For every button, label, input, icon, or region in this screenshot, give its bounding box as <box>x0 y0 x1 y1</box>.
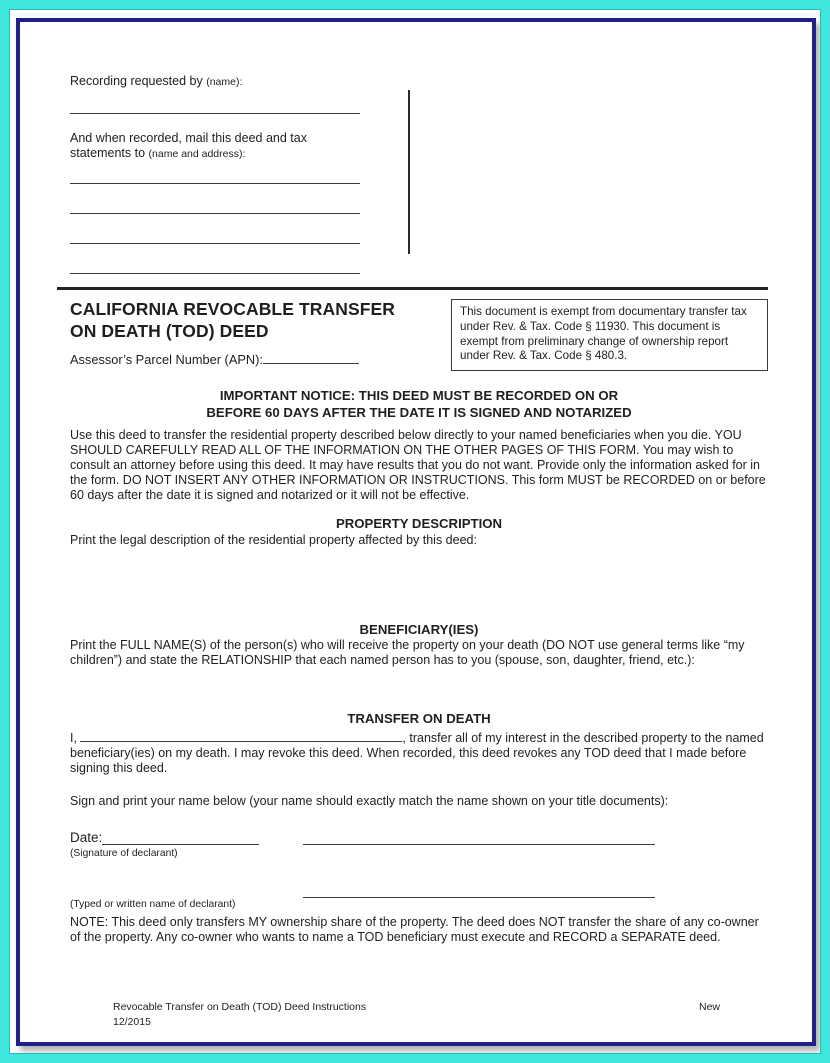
apn-field[interactable] <box>263 351 359 364</box>
date-label: Date: <box>70 829 103 845</box>
signature-block <box>70 821 768 910</box>
apn-row <box>70 351 450 367</box>
typed-name-caption: (Typed or written name of declarant) <box>70 898 236 910</box>
footer-left <box>113 1000 366 1030</box>
mail-to-field-1[interactable] <box>70 162 360 184</box>
page-title-line2: ON DEATH (TOD) DEED <box>70 320 269 341</box>
transfer-statement-pre: I, <box>70 730 81 745</box>
date-field[interactable] <box>102 829 259 845</box>
typed-name-row <box>70 874 768 910</box>
beneficiary-instruction: Print the FULL NAME(S) of the person(s) who will receive the property on your death (DO NOT use general terms like “my children”) and state the RELATIONSHIP that each named person has to you (spouse, son, daughter, friend, etc.): <box>70 638 745 668</box>
mail-to-text-line1: And when recorded, mail this deed and tax <box>70 131 307 145</box>
title-row <box>70 299 768 371</box>
section-rule <box>57 287 768 290</box>
mail-to-hint: (name and address): <box>148 148 246 160</box>
apn-label: Assessor’s Parcel Number (APN): <box>70 352 263 367</box>
footer-doc-name: Revocable Transfer on Death (TOD) Deed Instructions <box>113 1001 367 1013</box>
important-notice-body: Use this deed to transfer the residential property described below directly to your named beneficiaries when you die. YOU SHOULD CAREFULLY READ ALL OF THE INFORMATION ON THE OTHER PAGES OF THIS FORM. You may wish to consult an attorney before using this deed. It may have results that you do not want. Provide only the information asked for in the form. DO NOT INSERT ANY OTHER INFORMATION OR INSTRUCTIONS. This form MUST be RECORDED on or before 60 days after the date it is signed and notarized or it will not be effective. <box>70 428 766 503</box>
transfer-on-death-heading: TRANSFER ON DEATH <box>347 711 491 727</box>
beneficiary-heading: BENEFICIARY(IES) <box>359 621 479 637</box>
sign-instruction: Sign and print your name below (your name should exactly match the name shown on your title documents): <box>70 793 669 808</box>
declarant-name-field[interactable] <box>80 730 402 742</box>
mail-to-field-2[interactable] <box>70 184 360 214</box>
date-signature-row <box>70 821 768 845</box>
property-description-heading: PROPERTY DESCRIPTION <box>335 516 503 532</box>
page-footer <box>113 1000 768 1030</box>
signature-field[interactable] <box>303 821 655 845</box>
title-block <box>70 299 450 371</box>
date-group <box>70 829 303 845</box>
signature-caption: (Signature of declarant) <box>70 847 178 859</box>
important-notice-heading-line1: IMPORTANT NOTICE: THIS DEED MUST BE RECORDED ON OR <box>219 388 619 404</box>
important-notice-heading <box>70 388 768 421</box>
mail-to-field-4[interactable] <box>70 244 360 274</box>
beneficiary-field[interactable] <box>70 668 768 711</box>
co-owner-note: NOTE: This deed only transfers MY ownership share of the property. The deed does NOT transfer the share of any co-owner of the property. Any co-owner who wants to name a TOD beneficiary must execute and RECORD a SEPARATE deed. <box>70 914 759 944</box>
property-description-field[interactable] <box>70 548 768 622</box>
tax-exemption-text: This document is exempt from documentary transfer tax under Rev. & Tax. Code § 11930. This document is exempt from preliminary change of ownership report under Rev. & Tax. Code § 480.3. <box>460 305 747 363</box>
recording-requested-by-text: Recording requested by <box>70 74 207 88</box>
mail-to-label <box>70 131 768 162</box>
recording-requested-by-hint: (name): <box>206 76 243 88</box>
page-title <box>70 299 450 342</box>
important-notice-heading-line2: BEFORE 60 DAYS AFTER THE DATE IT IS SIGNED AND NOTARIZED <box>206 404 632 420</box>
footer-revision-date: 12/2015 <box>113 1016 151 1028</box>
mail-to-field-3[interactable] <box>70 214 360 244</box>
transfer-statement <box>70 730 768 776</box>
page-content <box>20 22 812 1042</box>
recording-requested-by-label <box>70 22 768 90</box>
footer-status: New <box>698 1001 720 1013</box>
recorder-area-divider <box>408 90 410 254</box>
typed-name-field[interactable] <box>303 874 655 898</box>
property-description-instruction: Print the legal description of the residential property affected by this deed: <box>70 532 477 547</box>
mail-to-text-line2: statements to <box>70 146 149 160</box>
recording-name-field[interactable] <box>70 90 360 114</box>
typed-caption-group <box>70 883 303 910</box>
page-title-line1: CALIFORNIA REVOCABLE TRANSFER <box>70 299 396 319</box>
tax-exemption-box <box>451 299 768 371</box>
deed-form-page <box>16 18 816 1046</box>
transfer-statement-post: , transfer all of my interest in the described property to the named beneficiary(ies) on my death. I may revoke this deed. When recorded, this deed revokes any TOD deed that I made before signing this deed. <box>70 730 764 775</box>
recording-section <box>70 22 768 274</box>
